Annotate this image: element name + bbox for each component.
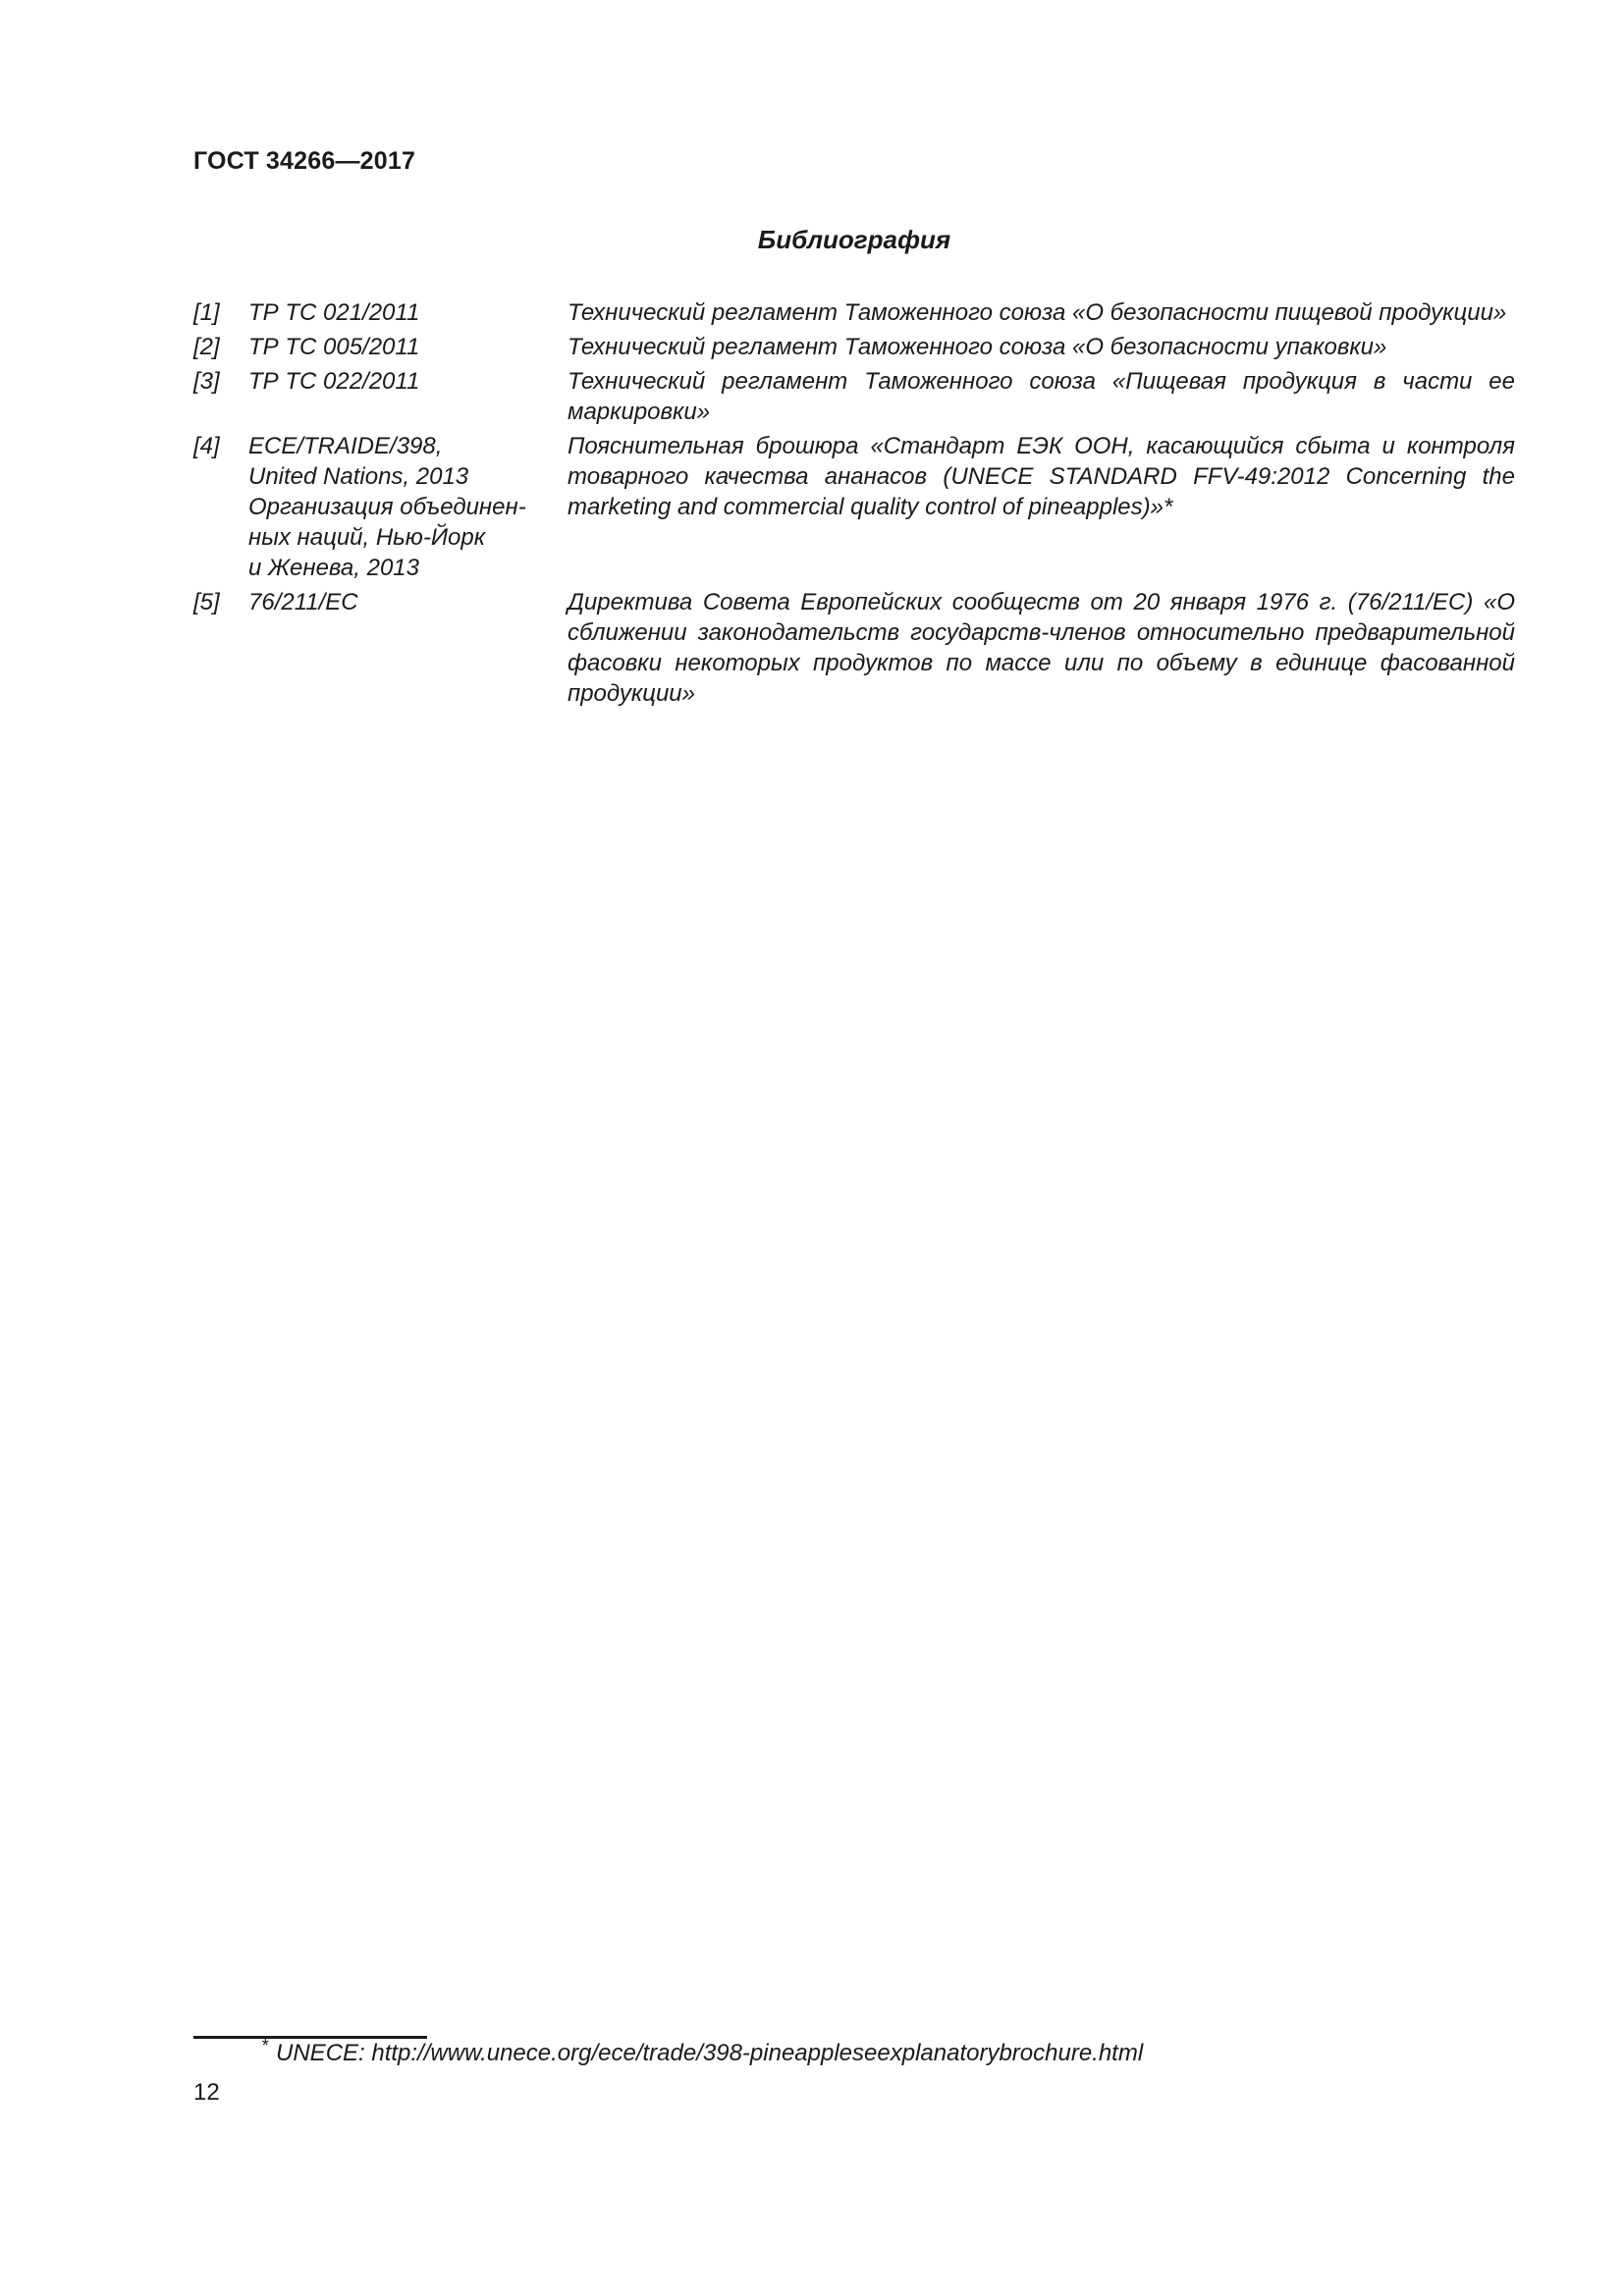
entry-reference xyxy=(248,297,568,328)
entry-reference-line: ТР ТС 021/2011 xyxy=(248,299,420,326)
document-header: ГОСТ 34266—2017 xyxy=(193,147,416,175)
entry-number: [1] xyxy=(193,299,220,326)
entry-number: [2] xyxy=(193,334,220,360)
entry-reference-line: Организация объединен- xyxy=(248,494,526,520)
entry-description: Директива Совета Европейских сообществ от 20 января 1976 г. (76/211/EC) «О сближении законодательств государств-членов относительно предварительной фасовки некоторых продуктов по массе или по объему в единице фасованной продукции» xyxy=(568,589,1515,707)
bibliography-entry xyxy=(193,431,1515,583)
entry-number: [3] xyxy=(193,368,220,395)
entry-number: [5] xyxy=(193,589,220,615)
entry-reference-line: ных наций, Нью-Йорк xyxy=(248,524,486,551)
page-number: 12 xyxy=(193,2079,220,2106)
footnote-divider xyxy=(193,2036,427,2039)
entry-description: Технический регламент Таможенного союза «О безопасности упаковки» xyxy=(568,334,1387,360)
entry-reference-line: ECE/TRAIDE/398, xyxy=(248,433,443,459)
bibliography-entry xyxy=(193,366,1515,427)
footnote xyxy=(261,2036,1144,2067)
entry-description: Технический регламент Таможенного союза «Пищевая продукция в части ее маркировки» xyxy=(568,368,1515,425)
section-title: Библиография xyxy=(757,225,951,254)
entry-reference-line: 76/211/EC xyxy=(248,589,358,615)
bibliography-entry xyxy=(193,297,1515,328)
entry-reference-line: ТР ТС 022/2011 xyxy=(248,368,420,395)
bibliography-entry xyxy=(193,587,1515,709)
footnote-text: UNECE: http://www.unece.org/ece/trade/398-pineappleseexplanatorybrochure.html xyxy=(276,2040,1144,2066)
entry-number: [4] xyxy=(193,433,220,459)
entry-reference-line: ТР ТС 005/2011 xyxy=(248,334,420,360)
entry-reference xyxy=(248,366,568,427)
footnote-mark: * xyxy=(261,2036,269,2056)
entry-description: Технический регламент Таможенного союза «О безопасности пищевой продукции» xyxy=(568,299,1507,326)
entry-reference xyxy=(248,332,568,362)
entry-reference-line: United Nations, 2013 xyxy=(248,463,469,490)
entry-reference xyxy=(248,431,568,583)
entry-reference-line: и Женева, 2013 xyxy=(248,555,419,581)
entry-description: Пояснительная брошюра «Стандарт ЕЭК ООН, касающийся сбыта и контроля товарного качества ананасов (UNECE STANDARD FFV-49:2012 Concerning the marketing and commercial quality control of pineapples)»* xyxy=(568,433,1515,520)
bibliography-entry xyxy=(193,332,1515,362)
entry-reference xyxy=(248,587,568,709)
bibliography-list xyxy=(193,297,1515,713)
